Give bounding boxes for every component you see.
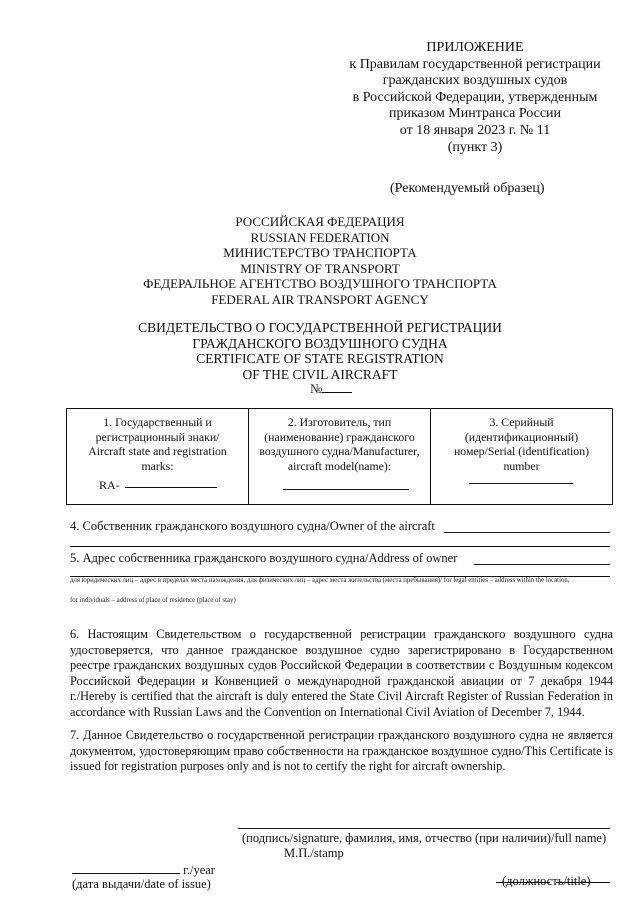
header-line: ФЕДЕРАЛЬНОЕ АГЕНТСТВО ВОЗДУШНОГО ТРАНСПОРТА [143, 276, 497, 291]
issue-date-blank[interactable] [72, 862, 180, 874]
issuer-header [110, 214, 530, 307]
header-line: RUSSIAN FEDERATION [250, 229, 390, 245]
annex-line: (пункт 3) [447, 139, 503, 155]
owner-blank[interactable] [444, 532, 610, 533]
ra-prefix: RA- [99, 477, 120, 492]
cell-text: 1. Государственный и [103, 415, 212, 429]
cell-text: номер/Serial (identification) [453, 444, 590, 458]
title-line: СВИДЕТЕЛЬСТВО О ГОСУДАРСТВЕННОЙ РЕГИСТРАЦИИ [138, 320, 502, 335]
cell-text: aircraft model(name): [287, 458, 392, 473]
certificate-title [110, 320, 530, 382]
cell-text: 3. Серийный [489, 415, 554, 429]
annex-line: к Правилам государственной регистрации [349, 56, 601, 72]
cell-text: 2. Изготовитель, тип [287, 415, 392, 429]
cell-registration-marks [67, 409, 248, 504]
manufacturer-blank[interactable] [283, 489, 409, 490]
cell-text: регистрационный знаки/ [95, 429, 220, 444]
cell-text: воздушного судна/Manufacturer, [259, 444, 420, 458]
annex-line: приказом Минтранса России [388, 106, 562, 122]
paragraph-7: 7. Данное Свидетельство о государственной регистрации гражданского воздушного судна не является документом, удостоверяющим право собственности на гражданское воздушное судно/This Certificate is issued for registration purposes only and is not to certify the right for aircraft ownership. [70, 728, 613, 773]
annex-line: в Российской Федерации, утвержденным [352, 89, 598, 105]
annex-block [330, 40, 620, 156]
cell-manufacturer [248, 409, 430, 504]
year-label: г./year [183, 863, 215, 877]
header-line: МИНИСТЕРСТВО ТРАНСПОРТА [223, 245, 417, 260]
signature-line[interactable] [238, 828, 610, 829]
header-line: FEDERAL AIR TRANSPORT AGENCY [211, 291, 429, 307]
signature-caption: (подпись/signature, фамилия, имя, отчество (при наличии)/full name) [242, 831, 607, 845]
address-note: для юридических лиц – адрес в пределах места нахождения, для физических лиц – адрес места жительства (места пребывания)/ for legal entities – address within the location, [70, 577, 570, 584]
owner-field-label: 4. Собственник гражданского воздушного судна/Owner of the aircraft [70, 519, 435, 533]
number-sign: № [310, 381, 323, 396]
annex-line: гражданских воздушных судов [382, 73, 568, 89]
title-line: ГРАЖДАНСКОГО ВОЗДУШНОГО СУДНА [192, 335, 448, 351]
date-of-issue-caption: (дата выдачи/date of issue) [72, 877, 211, 891]
annex-line: ПРИЛОЖЕНИЕ [426, 40, 524, 55]
recommended-sample-label: (Рекомендуемый образец) [390, 181, 545, 196]
certificate-number [310, 381, 352, 397]
paragraph-6: 6. Настоящим Свидетельством о государственной регистрации гражданского воздушного судна удостоверяется, что данное гражданское воздушное судно зарегистрировано в Государственном реестре гражданских воздушных судов Российской Федерации в соответствии с Воздушным кодексом Российской Федерации и Конвенцией о международной гражданской авиации от 7 декабря 1944 г./Hereby is certified that the aircraft is duly entered the State Civil Aircraft Register of Russian Federation in accordance with Russian Laws and the Convention on International Civil Aviation of December 7, 1944. [70, 627, 613, 719]
stamp-label: М.П./stamp [284, 846, 344, 860]
cell-text: marks: [141, 458, 174, 473]
header-line: MINISTRY OF TRANSPORT [240, 260, 400, 276]
cell-text: Aircraft state and registration [88, 444, 227, 458]
address-note-2: for individuals – address of place of residence (place of stay) [70, 597, 236, 604]
number-blank[interactable] [322, 382, 352, 393]
issue-year [72, 862, 215, 878]
header-line: РОССИЙСКАЯ ФЕДЕРАЦИЯ [235, 214, 405, 229]
registration-marks-blank[interactable] [125, 487, 217, 488]
serial-number-blank[interactable] [469, 483, 573, 484]
cell-text: (наименование) гражданского [264, 429, 415, 444]
cell-text: number [503, 458, 540, 473]
cell-text: (идентификационный) [464, 429, 579, 444]
position-caption: (должность/title) [502, 874, 591, 888]
owner-blank-2[interactable] [70, 546, 610, 547]
title-line: CERTIFICATE OF STATE REGISTRATION [196, 351, 444, 366]
registration-table [66, 408, 613, 505]
title-line: OF THE CIVIL AIRCRAFT [242, 366, 398, 382]
address-blank[interactable] [474, 564, 610, 565]
annex-line: от 18 января 2023 г. № 11 [399, 122, 551, 138]
address-field-label: 5. Адрес собственника гражданского воздушного судна/Address of owner [70, 551, 458, 565]
cell-serial-number [430, 409, 612, 504]
